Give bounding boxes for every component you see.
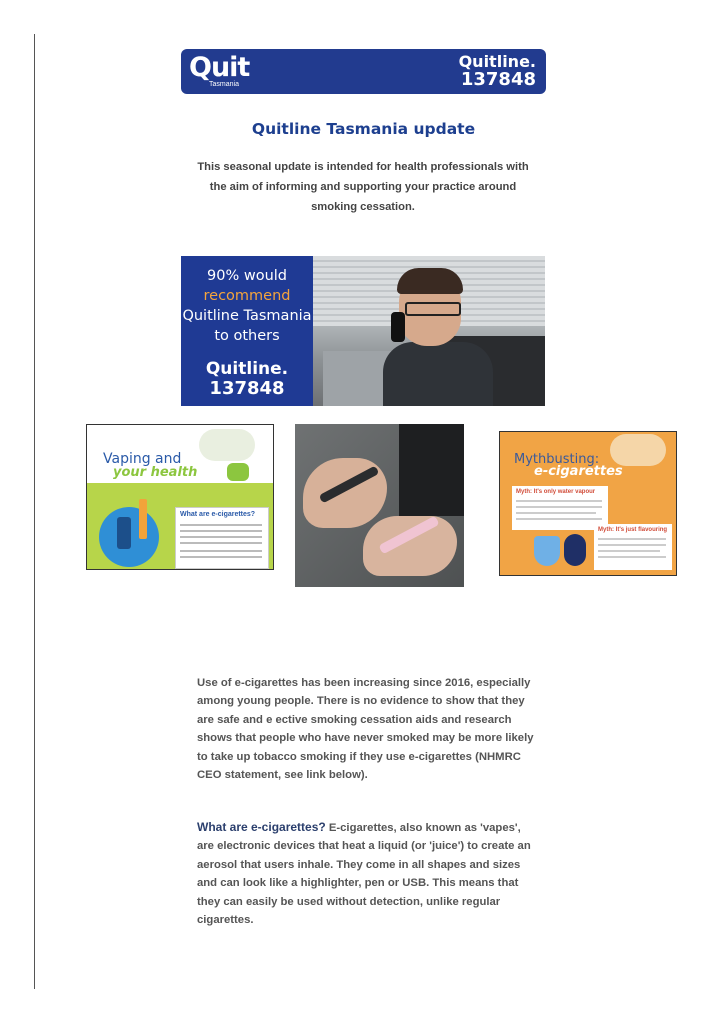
black-sleeve [399, 424, 464, 516]
hero-quitline-logo [181, 360, 313, 398]
paragraph-2-lead: What are e-cigarettes? [197, 820, 326, 834]
page-title: Quitline Tasmania update [251, 120, 476, 138]
intro-text: This seasonal update is intended for health professionals with the aim of informing and supporting your practice around smoking cessation. [197, 161, 529, 213]
flask-icon [534, 536, 560, 566]
person-body [383, 342, 493, 406]
card-text-line [180, 550, 262, 552]
hero-line-1: 90% would [207, 268, 287, 284]
counsellor-photo [313, 256, 545, 406]
myth-title-b: e-cigarettes [534, 464, 623, 479]
hero-logo-number: 137848 [209, 378, 285, 399]
quit-tasmania-logo-subtitle: Tasmania [209, 81, 239, 88]
right-hand [363, 516, 457, 576]
hero-image[interactable] [181, 256, 545, 406]
hand-icon [227, 463, 249, 481]
myth-title-a: Mythbusting: [514, 452, 600, 467]
poison-flask-icon [564, 534, 586, 566]
phone-handset-icon [391, 312, 405, 342]
card-text-line [180, 536, 262, 538]
myth-card-2 [594, 524, 672, 570]
card-text-line [516, 506, 602, 508]
vapour-cloud-icon [199, 429, 255, 461]
quit-tasmania-logo: Quit [189, 52, 250, 83]
person-hair [397, 268, 463, 294]
hero-logo-name: Quitline. [205, 359, 289, 379]
card-text-line [598, 550, 660, 552]
quitline-logo-number: 137848 [460, 69, 536, 90]
paragraph-2-text: E-cigarettes, also known as 'vapes', are electronic devices that heat a liquid (or 'juice') to create an aerosol that users inhale. They come in all shapes and sizes and can look like a highlighter, pen or USB. This means that they can easily be used without detection, unlike regular cigarettes. [197, 822, 531, 927]
quitline-logo [459, 53, 536, 89]
card-heading: What are e-cigarettes? [180, 511, 256, 518]
card-text-line [598, 556, 666, 558]
card-text-line [516, 500, 602, 502]
card-text-line [180, 556, 262, 558]
card-text-line [180, 530, 262, 532]
hero-line-3: Quitline Tasmania [182, 308, 312, 324]
myth-2-heading: Myth: It's just flavouring [598, 527, 668, 533]
body-paragraph-1: Use of e-cigarettes has been increasing since 2016, especially among young people. There is no evidence to show that they are safe and e ective smoking cessation aids and research shows that people who have never smoked may be more likely to take up tobacco smoking if they use e-cigarettes (NHMRC CEO statement, see link below). [197, 677, 534, 782]
myth-1-heading: Myth: It's only water vapour [516, 489, 596, 495]
mythbusting-thumbnail[interactable] [499, 431, 677, 576]
glasses-icon [405, 302, 461, 316]
card-text-line [180, 524, 262, 526]
vaping-health-thumbnail[interactable] [86, 424, 274, 570]
vapour-cloud-icon [610, 434, 666, 466]
vaping-title-b: your health [113, 465, 198, 480]
quitline-logo-name: Quitline. [458, 52, 536, 71]
vaping-title-a: Vaping and [103, 451, 182, 467]
e-liquid-bottle-icon [117, 517, 131, 549]
card-text-line [516, 512, 596, 514]
hero-line-4: to others [214, 328, 280, 344]
card-text-line [598, 544, 666, 546]
hero-text-panel [181, 256, 313, 406]
vape-pen-icon [139, 499, 147, 539]
card-text-line [516, 518, 602, 520]
page-margin-rule [34, 34, 35, 989]
header-banner [181, 49, 546, 94]
hands-holding-vapes-photo[interactable] [295, 424, 464, 587]
hero-line-2: recommend [203, 288, 291, 304]
info-card [175, 507, 269, 569]
card-text-line [180, 542, 262, 544]
card-text-line [598, 538, 666, 540]
body-paragraph-2 [197, 818, 537, 929]
